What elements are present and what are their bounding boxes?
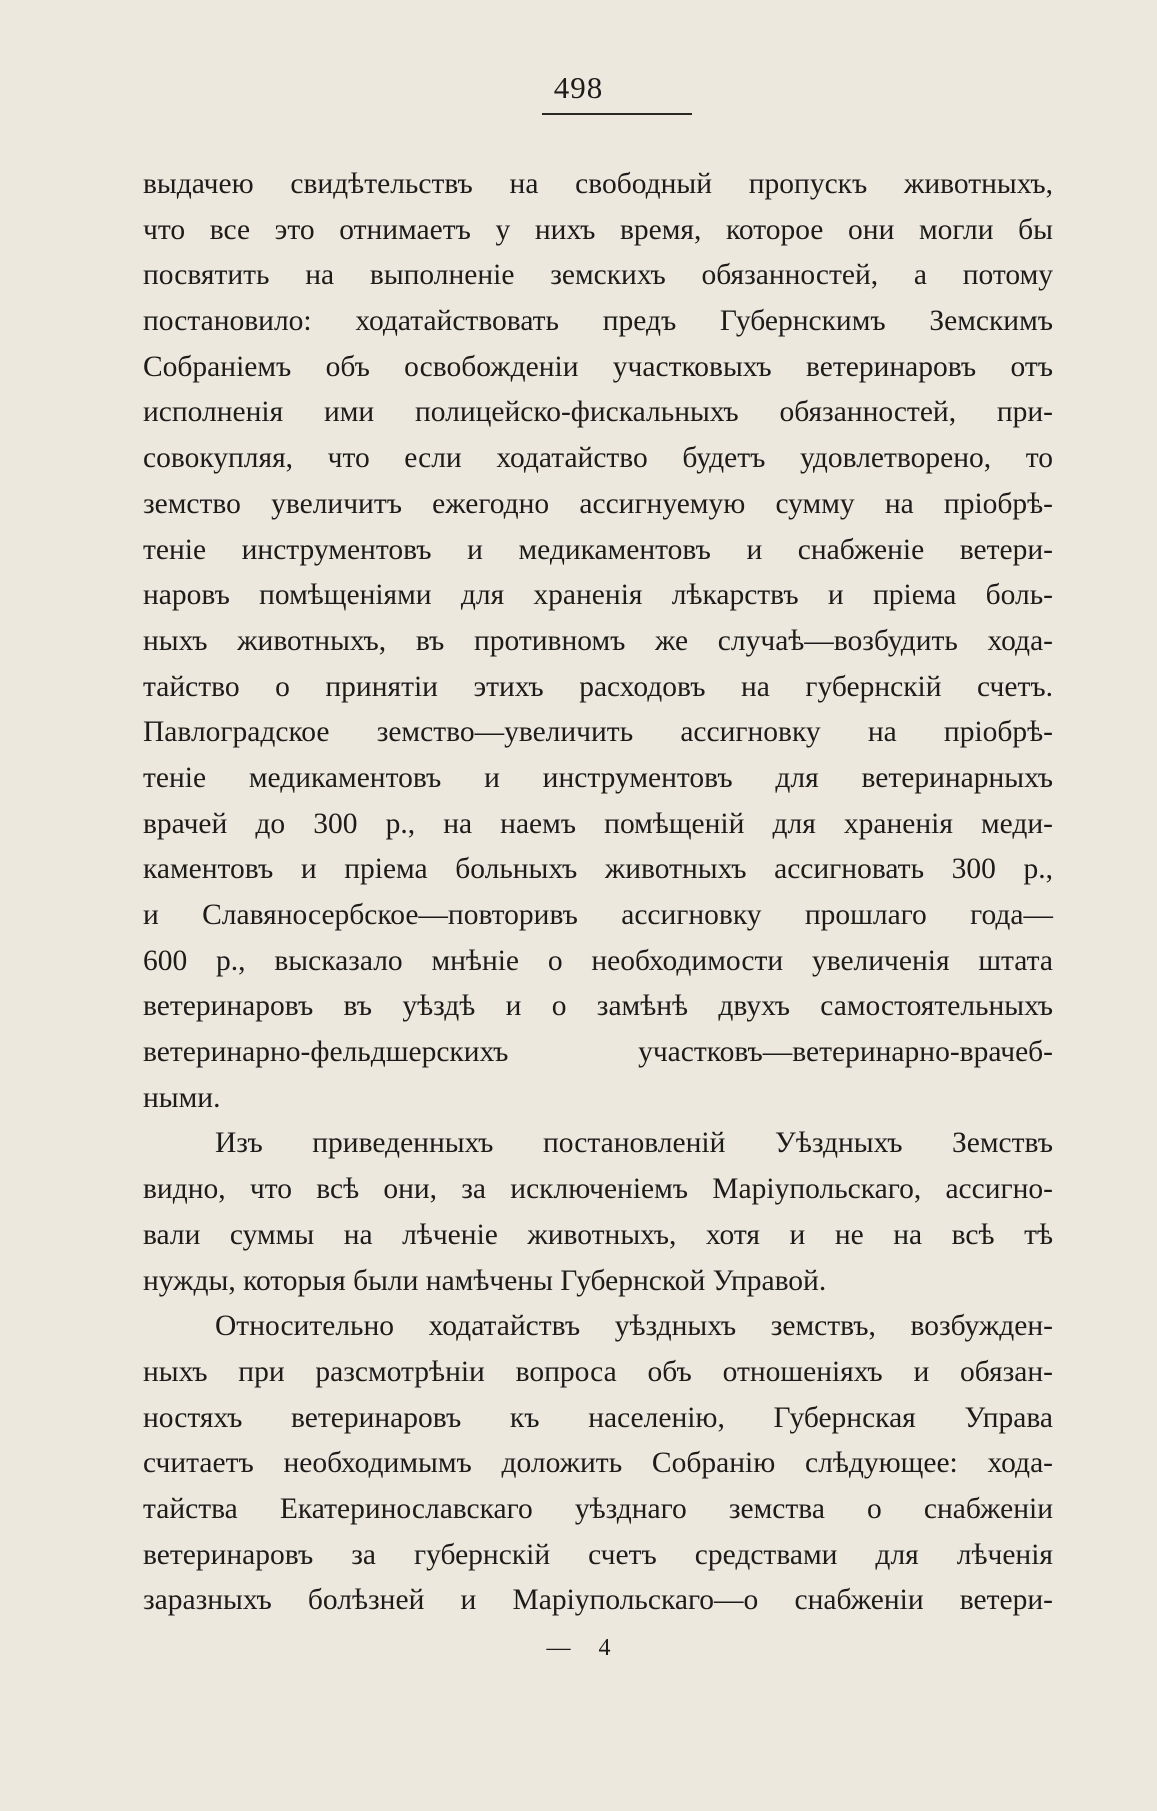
text-line: ныхъ при разсмотрѣніи вопроса объ отношеніяхъ и обязан- — [143, 1355, 1053, 1388]
text-line: Собраніемъ объ освобожденіи участковыхъ ветеринаровъ отъ — [143, 350, 1053, 383]
text-line: 600 р., высказало мнѣніе о необходимости увеличенія штата — [143, 944, 1053, 977]
signature-mark — [0, 1633, 1157, 1663]
text-line: ветеринарно-фельдшерскихъ участковъ—ветеринарно-врачеб- — [143, 1036, 1053, 1069]
text-line: ныхъ животныхъ, въ противномъ же случаѣ—возбудить хода- — [143, 624, 1053, 657]
text-line: нужды, которыя были намѣчены Губернской Управой. — [143, 1264, 827, 1297]
text-line: ными. — [143, 1081, 221, 1114]
page-number: 498 — [553, 70, 604, 105]
signature-number: 4 — [598, 1635, 611, 1661]
body-text — [143, 162, 1053, 1624]
text-line: выдачею свидѣтельствъ на свободный пропускъ животныхъ, — [143, 168, 1053, 200]
text-line: тайства Екатеринославскаго уѣзднаго земства о снабженіи — [143, 1492, 1053, 1525]
text-line: ностяхъ ветеринаровъ къ населенію, Губернская Управа — [143, 1401, 1053, 1434]
text-line: ветеринаровъ въ уѣздѣ и о замѣнѣ двухъ самостоятельныхъ — [143, 990, 1053, 1023]
header-rule — [542, 113, 692, 115]
text-line: Относительно ходатайствъ уѣздныхъ земствъ, возбужден- — [215, 1310, 1053, 1343]
text-line: видно, что всѣ они, за исключеніемъ Маріупольскаго, ассигно- — [143, 1173, 1053, 1206]
signature-dash: — — [546, 1635, 571, 1661]
text-line: считаетъ необходимымъ доложить Собранію слѣдующее: хода- — [143, 1447, 1053, 1480]
text-line: совокупляя, что если ходатайство будетъ удовлетворено, то — [143, 442, 1053, 475]
text-line: тайство о принятіи этихъ расходовъ на губернскій счетъ. — [143, 670, 1053, 703]
text-line: посвятить на выполненіе земскихъ обязанностей, а потому — [143, 259, 1053, 292]
text-line: Изъ приведенныхъ постановленій Уѣздныхъ Земствъ — [215, 1127, 1053, 1160]
text-line: заразныхъ болѣзней и Маріупольскаго—о снабженіи ветери- — [143, 1584, 1053, 1617]
text-line: постановило: ходатайствовать предъ Губернскимъ Земскимъ — [143, 305, 1053, 338]
text-line: исполненія ими полицейско-фискальныхъ обязанностей, при- — [143, 396, 1053, 429]
text-line: вали суммы на лѣченіе животныхъ, хотя и не на всѣ тѣ — [143, 1218, 1053, 1251]
text-line: ветеринаровъ за губернскій счетъ средствами для лѣченія — [143, 1538, 1053, 1571]
text-line: теніе инструментовъ и медикаментовъ и снабженіе ветери- — [143, 533, 1053, 566]
text-line: Павлоградское земство—увеличить ассигновку на пріобрѣ- — [143, 716, 1053, 749]
text-line: что все это отнимаетъ у нихъ время, которое они могли бы — [143, 213, 1053, 246]
text-line: каментовъ и пріема больныхъ животныхъ ассигновать 300 р., — [143, 853, 1053, 886]
text-line: земство увеличитъ ежегодно ассигнуемую сумму на пріобрѣ- — [143, 487, 1053, 520]
text-line: наровъ помѣщеніями для храненія лѣкарствъ и пріема боль- — [143, 579, 1053, 612]
text-line: врачей до 300 р., на наемъ помѣщеній для храненія меди- — [143, 807, 1053, 840]
text-line: и Славяносербское—повторивъ ассигновку прошлаго года— — [143, 899, 1053, 931]
text-line: теніе медикаментовъ и инструментовъ для ветеринарныхъ — [143, 761, 1053, 794]
